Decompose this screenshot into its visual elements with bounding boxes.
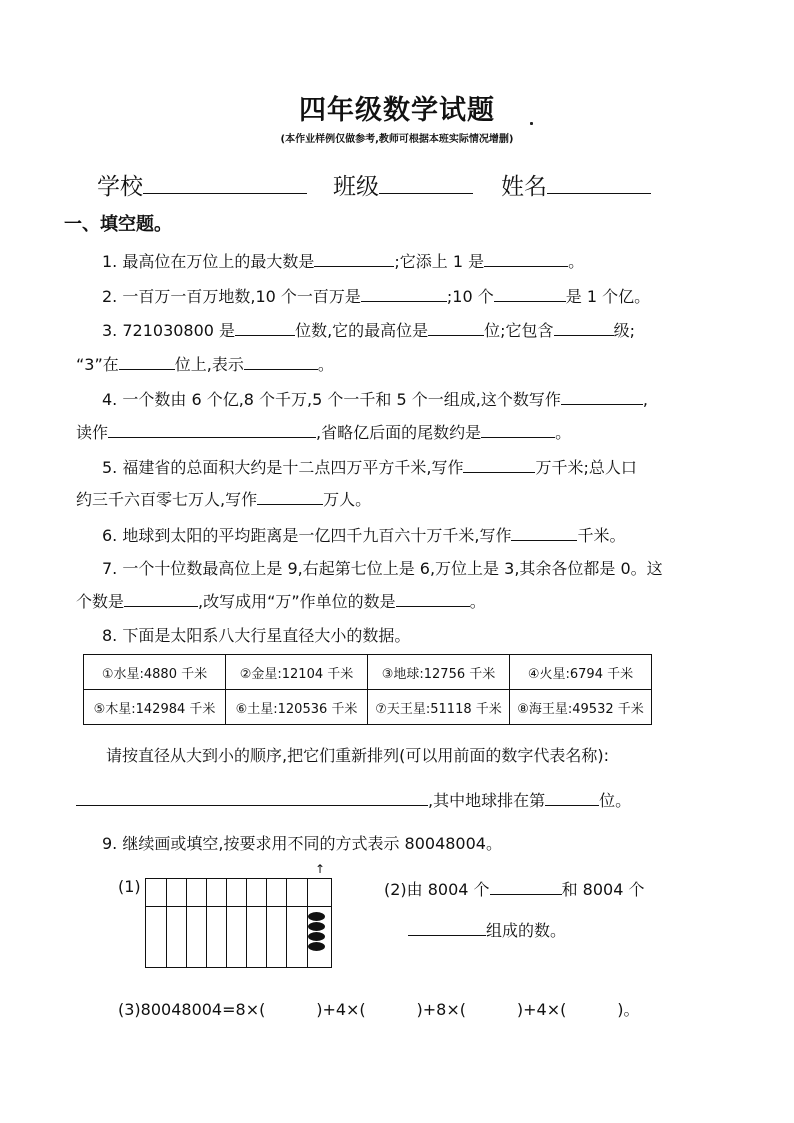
answer-blank[interactable] bbox=[235, 334, 295, 336]
abacus-diagram bbox=[145, 878, 332, 968]
question-8-answer-line: ,其中地球排在第 位。 bbox=[76, 788, 631, 811]
part-2-line-1: (2)由 8004 个 和 8004 个 bbox=[384, 880, 645, 899]
table-cell: ⑧海王星:49532 千米 bbox=[510, 690, 652, 725]
table-cell: ⑥土星:120536 千米 bbox=[226, 690, 368, 725]
question-3-line-1: 3. 721030800 是 位数,它的最高位是 位;它包含 级; bbox=[102, 321, 635, 340]
question-7-line-1: 7. 一个十位数最高位上是 9,右起第七位上是 6,万位上是 3,其余各位都是 0。这 bbox=[102, 559, 663, 578]
answer-blank[interactable] bbox=[545, 804, 599, 806]
abacus-rod bbox=[266, 879, 267, 967]
arrow-up-icon: ↑ bbox=[315, 862, 326, 876]
page-subtitle: (本作业样例仅做参考,教师可根据本班实际情况增删) bbox=[280, 134, 514, 145]
table-cell: ③地球:12756 千米 bbox=[368, 655, 510, 690]
planet-diameter-table bbox=[83, 654, 652, 725]
question-4-line-1: 4. 一个数由 6 个亿,8 个千万,5 个一千和 5 个一组成,这个数写作 , bbox=[102, 390, 648, 409]
class-field bbox=[333, 168, 473, 201]
question-4-line-2: 读作 ,省略亿后面的尾数约是 。 bbox=[76, 423, 572, 442]
table-cell: ⑦天王星:51118 千米 bbox=[368, 690, 510, 725]
name-field bbox=[501, 168, 651, 201]
answer-blank[interactable] bbox=[108, 436, 316, 438]
answer-blank[interactable] bbox=[124, 605, 198, 607]
page-title: 四年级数学试题 bbox=[299, 95, 495, 126]
table-cell: ②金星:12104 千米 bbox=[226, 655, 368, 690]
answer-blank[interactable] bbox=[119, 368, 175, 370]
school-field bbox=[97, 168, 307, 201]
part-1-label: (1) bbox=[118, 877, 141, 896]
answer-blank[interactable] bbox=[490, 893, 562, 895]
question-2: 2. 一百万一百万地数,10 个一百万是 ;10 个 是 1 个亿。 bbox=[102, 287, 651, 306]
answer-blank[interactable] bbox=[408, 934, 486, 936]
abacus-rod bbox=[307, 879, 308, 967]
table-row bbox=[84, 690, 652, 725]
answer-blank[interactable] bbox=[494, 300, 566, 302]
answer-blank[interactable] bbox=[463, 471, 535, 473]
question-6: 6. 地球到太阳的平均距离是一亿四千九百六十万千米,写作 千米。 bbox=[102, 526, 626, 545]
question-9: 9. 继续画或填空,按要求用不同的方式表示 80048004。 bbox=[102, 834, 502, 853]
answer-blank[interactable] bbox=[481, 436, 555, 438]
question-5-line-1: 5. 福建省的总面积大约是十二点四万平方千米,写作 万千米;总人口 bbox=[102, 458, 637, 477]
abacus-bead bbox=[308, 912, 325, 921]
abacus-rod bbox=[186, 879, 187, 967]
speck-mark bbox=[530, 122, 533, 125]
class-label: 班级 bbox=[333, 174, 379, 200]
table-cell: ④火星:6794 千米 bbox=[510, 655, 652, 690]
abacus-rod bbox=[226, 879, 227, 967]
question-3-line-2: “3”在 位上,表示 。 bbox=[76, 355, 334, 374]
abacus-beam bbox=[146, 906, 331, 907]
part-2-line-2: 组成的数。 bbox=[408, 918, 566, 941]
question-1: 1. 最高位在万位上的最大数是 ;它添上 1 是 。 bbox=[102, 252, 585, 271]
class-blank[interactable] bbox=[379, 192, 473, 194]
question-8: 8. 下面是太阳系八大行星直径大小的数据。 bbox=[102, 626, 411, 645]
school-blank[interactable] bbox=[143, 192, 307, 194]
answer-blank[interactable] bbox=[561, 403, 643, 405]
abacus-bead bbox=[308, 922, 325, 931]
question-7-line-2: 个数是 ,改写成用“万”作单位的数是 。 bbox=[76, 592, 486, 611]
name-blank[interactable] bbox=[547, 192, 651, 194]
abacus-rod bbox=[166, 879, 167, 967]
name-label: 姓名 bbox=[501, 174, 547, 200]
table-row bbox=[84, 655, 652, 690]
abacus-bead bbox=[308, 932, 325, 941]
answer-blank[interactable] bbox=[361, 300, 447, 302]
answer-blank[interactable] bbox=[257, 503, 323, 505]
answer-blank[interactable] bbox=[396, 605, 470, 607]
answer-blank[interactable] bbox=[76, 804, 428, 806]
answer-blank[interactable] bbox=[554, 334, 614, 336]
answer-blank[interactable] bbox=[511, 539, 577, 541]
answer-blank[interactable] bbox=[484, 265, 568, 267]
abacus-rod bbox=[246, 879, 247, 967]
answer-blank[interactable] bbox=[314, 265, 394, 267]
answer-blank[interactable] bbox=[244, 368, 318, 370]
question-8-instruction: 请按直径从大到小的顺序,把它们重新排列(可以用前面的数字代表名称): bbox=[106, 746, 609, 765]
question-5-line-2: 约三千六百零七万人,写作 万人。 bbox=[76, 490, 372, 509]
abacus-rod bbox=[286, 879, 287, 967]
table-cell: ①水星:4880 千米 bbox=[84, 655, 226, 690]
part-3-expression: (3)80048004=8×( )+4×( )+8×( )+4×( )。 bbox=[118, 1000, 640, 1019]
abacus-bead bbox=[308, 942, 325, 951]
abacus-rod bbox=[206, 879, 207, 967]
school-label: 学校 bbox=[97, 174, 143, 200]
answer-blank[interactable] bbox=[428, 334, 484, 336]
table-cell: ⑤木星:142984 千米 bbox=[84, 690, 226, 725]
section-heading: 一、填空题。 bbox=[64, 214, 172, 235]
